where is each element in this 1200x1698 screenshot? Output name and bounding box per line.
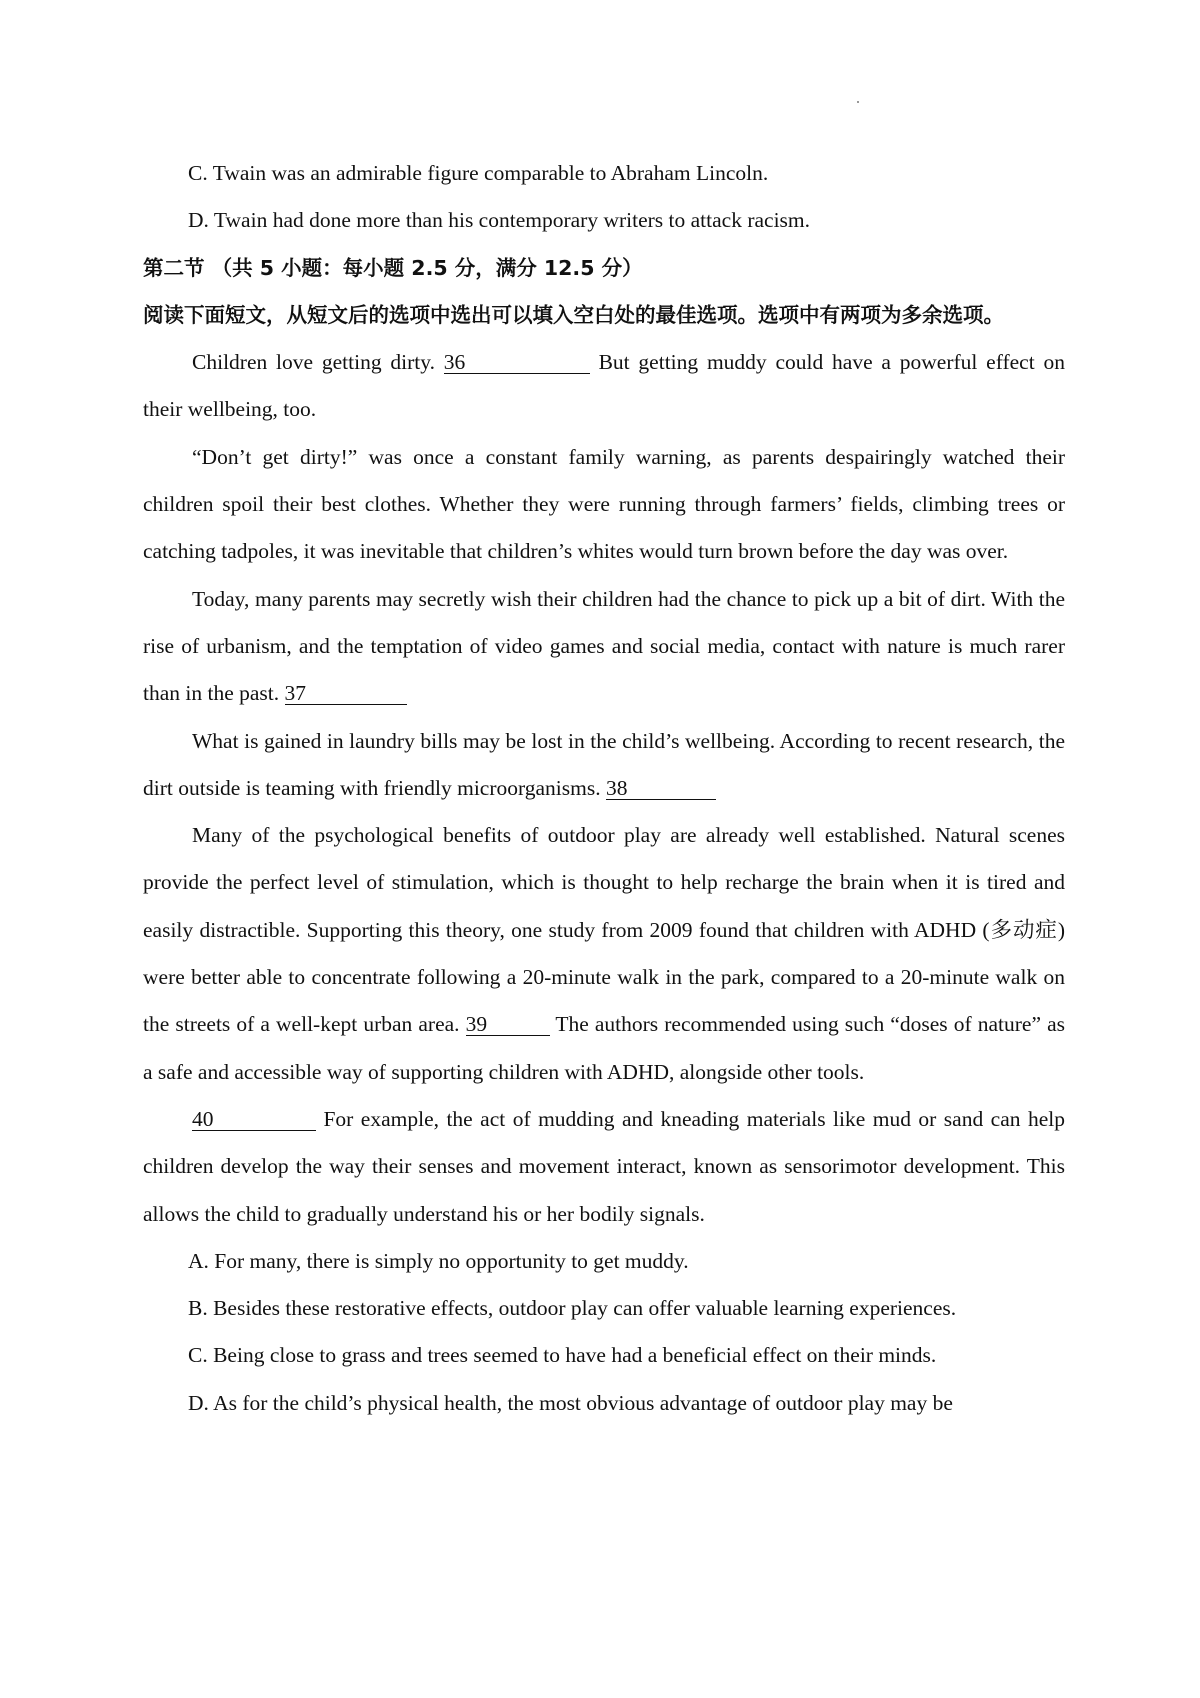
passage-paragraph-1: [143, 339, 1065, 434]
paragraph-text: The authors recommended using such “doses of nature” as a safe and accessible way of supporting children with ADHD, alongside other tools.: [143, 1012, 1065, 1084]
previous-option-c: C. Twain was an admirable figure comparable to Abraham Lincoln.: [188, 161, 769, 185]
blank-38: 38: [606, 777, 716, 800]
section-heading: 第二节 （共 5 小题：每小题 2.5 分，满分 12.5 分）: [143, 255, 643, 280]
option-a: A. For many, there is simply no opportunity to get muddy.: [188, 1248, 689, 1273]
passage-paragraph-6: [143, 1096, 1065, 1238]
blank-37: 37: [285, 682, 407, 705]
blank-40: 40: [192, 1108, 316, 1131]
passage-paragraph-5: [143, 812, 1065, 1096]
blank-39: 39: [466, 1013, 550, 1036]
option-c: C. Being close to grass and trees seemed to have had a beneficial effect on their minds.: [188, 1343, 937, 1368]
option-b: B. Besides these restorative effects, outdoor play can offer valuable learning experiences.: [188, 1296, 957, 1321]
passage-paragraph-3: [143, 576, 1065, 718]
exam-page: [143, 150, 1065, 1427]
passage-paragraph-4: [143, 718, 1065, 813]
paragraph-text: But getting muddy could have a powerful effect on their wellbeing, too.: [143, 350, 1065, 422]
scan-dot: [857, 101, 859, 103]
passage-paragraph-2: “Don’t get dirty!” was once a constant family warning, as parents despairingly watched their children spoil their best clothes. Whether they were running through farmers’ fields, climbing trees or catching tadpoles, it was inevitable that children’s whites would turn brown before the day was over.: [143, 444, 1065, 564]
paragraph-text: Today, many parents may secretly wish their children had the chance to pick up a bit of dirt. With the rise of urbanism, and the temptation of video games and social media, contact with nature is much rarer than in the past.: [143, 586, 1065, 706]
previous-option-d: D. Twain had done more than his contemporary writers to attack racism.: [188, 208, 811, 233]
paragraph-text: Many of the psychological benefits of outdoor play are already well established. Natural scenes provide the perfect level of stimulation, which is thought to help recharge the brain when it is tired and easily distractible. Supporting this theory, one study from 2009 found that children with ADHD (多动症) were better able to concentrate following a 20-minute walk in the park, compared to a 20-minute walk on the streets of a well-kept urban area.: [143, 823, 1065, 1037]
option-d: D. As for the child’s physical health, the most obvious advantage of outdoor play may be: [188, 1390, 953, 1415]
paragraph-text: Children love getting dirty.: [192, 350, 444, 375]
paragraph-text: What is gained in laundry bills may be lost in the child’s wellbeing. According to recent research, the dirt outside is teaming with friendly microorganisms.: [143, 728, 1065, 800]
blank-36: 36: [444, 351, 590, 374]
section-instruction: 阅读下面短文，从短文后的选项中选出可以填入空白处的最佳选项。选项中有两项为多余选项。: [143, 302, 1004, 327]
paragraph-text: For example, the act of mudding and kneading materials like mud or sand can help children develop the way their senses and movement interact, known as sensorimotor development. This allows the child to gradually understand his or her bodily signals.: [143, 1106, 1065, 1226]
